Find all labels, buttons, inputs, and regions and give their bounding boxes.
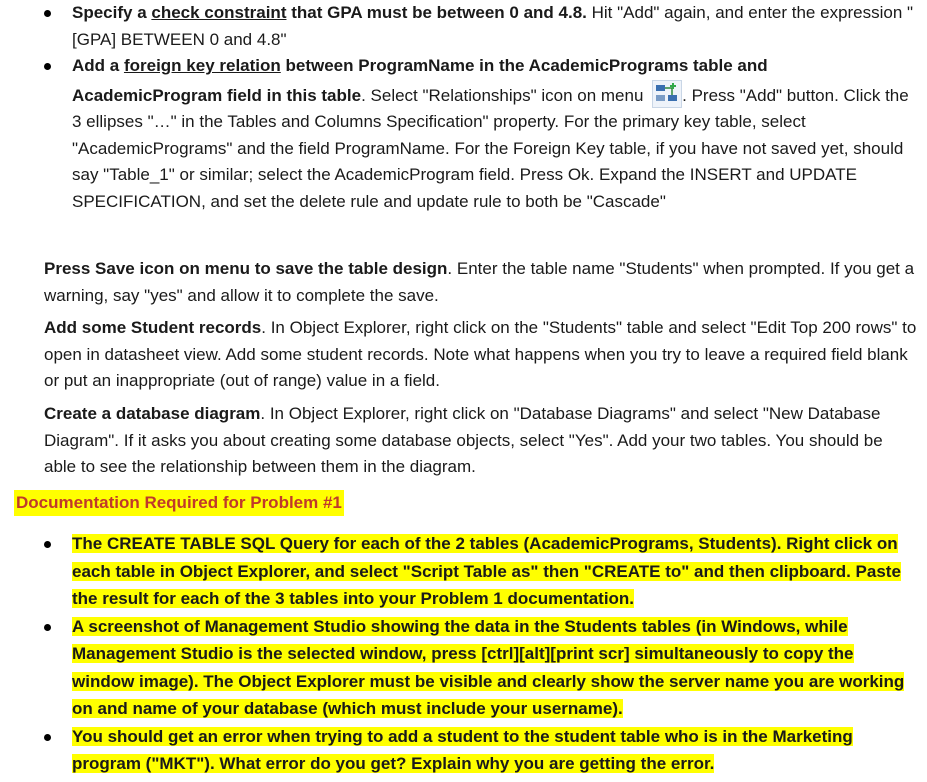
paragraph-text: . In Object Explorer, right click on "Database Diagrams" and select "New Database Diagram". If it asks you about creating some database objects, select "Yes". Add your two tables. You should be able to see the relationship between them in the diagram.: [44, 404, 883, 476]
list-item: [72, 613, 917, 723]
list-item: [72, 530, 917, 613]
step-lead: [72, 3, 587, 22]
list-item: [72, 0, 917, 53]
database-diagram-paragraph: [44, 401, 919, 481]
bullet-dot: [44, 624, 51, 631]
paragraph-text: . In Object Explorer, right click on the "Students" table and select "Edit Top 200 rows" to open in datasheet view. Add some student records. Note what happens when you try to leave a required field blank or put an inappropriate (out of range) value in a field.: [44, 318, 917, 390]
step-body-text: . Press "Add" button. Click the 3 ellipses "…" in the Tables and Columns Specification" property. For the primary key table, select "AcademicPrograms" and the field ProgramName. For the Foreign Key table, if you have not saved yet, should say "Table_1" or similar; select the AcademicProgram field. Press Ok. Expand the INSERT and UPDATE SPECIFICATION, and set the delete rule and update rule to both be "Cascade": [72, 85, 909, 211]
paragraph-lead: Create a database diagram: [44, 404, 261, 423]
paragraph-text: . Enter the table name "Students" when prompted. If you get a warning, say "yes" and allow it to complete the save.: [44, 259, 915, 305]
step-lead-text: Specify a: [72, 3, 152, 22]
step-lead-text: between ProgramName in the AcademicPrograms table and AcademicProgram field in this table: [72, 56, 768, 105]
bullet-dot: [44, 63, 51, 70]
documentation-heading: Documentation Required for Problem #1: [14, 490, 344, 516]
bullet-dot: [44, 10, 51, 17]
bullet-dot: [44, 541, 51, 548]
step-lead-text: Add a: [72, 56, 124, 75]
step-body-text: Hit "Add" again, and enter the expression "[GPA] BETWEEN 0 and 4.8": [72, 3, 914, 49]
list-item: [72, 53, 917, 215]
relationships-icon: [652, 80, 682, 108]
documentation-requirements-list: [72, 530, 917, 778]
list-item: [72, 723, 917, 778]
paragraph-lead: Add some Student records: [44, 318, 262, 337]
step-body-text: . Select "Relationships" icon on menu: [361, 85, 649, 105]
check-constraint-term: check constraint: [151, 3, 287, 22]
save-table-paragraph: [44, 256, 919, 309]
step-lead-text: that GPA must be between 0 and 4.8.: [286, 3, 587, 22]
setup-steps-list: [72, 0, 917, 215]
add-records-paragraph: [44, 315, 919, 395]
requirement-text: The CREATE TABLE SQL Query for each of the 2 tables (AcademicPrograms, Students). Right click on each table in Object Explorer, and select "Script Table as" then "CREATE to" and then clipboard. Paste the result for each of the 3 tables into your Problem 1 documentation.: [72, 534, 901, 608]
requirement-text: A screenshot of Management Studio showing the data in the Students tables (in Windows, while Management Studio is the selected window, press [ctrl][alt][print scr] simultaneously to copy the window image). The Object Explorer must be visible and clearly show the server name you are working on and name of your database (which must include your username).: [72, 616, 905, 718]
paragraph-lead: Press Save icon on menu to save the table design: [44, 259, 448, 278]
bullet-dot: [44, 734, 51, 741]
requirement-text: You should get an error when trying to add a student to the student table who is in the Marketing program ("MKT"). What error do you get? Explain why you are getting the error.: [72, 726, 853, 773]
foreign-key-term: foreign key relation: [123, 56, 281, 75]
